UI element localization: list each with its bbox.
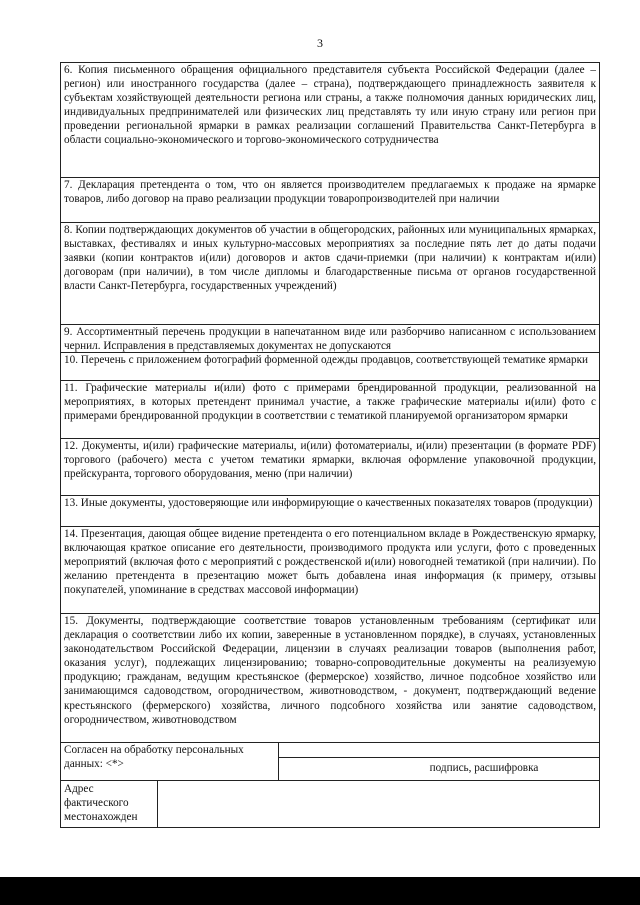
documents-table [60, 62, 600, 828]
address-row [61, 781, 599, 827]
document-row-13: 13. Иные документы, удостоверяющие или информирующие о качественных показателях товаров (продукции) [61, 496, 599, 527]
scan-edge-bar [0, 877, 640, 905]
signature-line [279, 757, 599, 758]
document-row-15: 15. Документы, подтверждающие соответствие товаров установленным требованиям (сертификат или декларация о соответствии либо их копии, заверенные в установленном порядке), в случаях, установленных законодательством Российской Федерации, лицензии в случаях реализации товаров (выполнения работ, оказания услуг), подлежащих лицензированию; товарно-сопроводительные документы на реализуемую продукцию; гражданам, ведущим крестьянское (фермерское) хозяйство, личное подсобное хозяйство или занимающимся садоводством, огородничеством, животноводством, - документ, подтверждающий ведение крестьянского (фермерского) хозяйства, личного подсобного хозяйства или занятие садоводством, огородничеством, животноводством [61, 614, 599, 743]
document-row-8: 8. Копии подтверждающих документов об участии в общегородских, районных или муниципальных ярмарках, выставках, фестивалях и иных культурно-массовых мероприятиях за последние пять лет до даты подачи заявки (копии контрактов и(или) договоров и актов сдачи-приемки (при наличии) к контрактам и(или) договорам (при наличии), в том числе дипломы и благодарственные письма от органов государственной власти Санкт-Петербурга, государственных учреждений) [61, 223, 599, 325]
document-row-6: 6. Копия письменного обращения официального представителя субъекта Российской Федерации (далее – регион) или иностранного государства (далее – страна), подтверждающего принадлежность заявителя к субъектам хозяйствующей деятельности региона или страны, а также полномочия данных юридических лиц, индивидуальных предпринимателей или физических лиц представлять ту или иную страну или регион при проведении региональной ярмарки в рамках реализации соглашений Правительства Санкт-Петербурга в области социально-экономического и торгово-экономического сотрудничества [61, 63, 599, 178]
address-label: Адрес фактического местонахожден [61, 781, 158, 827]
page-number: 3 [317, 36, 323, 50]
document-row-10: 10. Перечень с приложением фотографий форменной одежды продавцов, соответствующей тематике ярмарки [61, 353, 599, 381]
document-row-9: 9. Ассортиментный перечень продукции в напечатанном виде или разборчиво написанном с использованием чернил. Исправления в представляемых документах не допускаются [61, 325, 599, 353]
signature-caption: подпись, расшифровка [429, 762, 539, 774]
signature-field[interactable] [279, 743, 599, 780]
address-field[interactable] [158, 781, 599, 827]
consent-row [61, 743, 599, 781]
document-row-14: 14. Презентация, дающая общее видение претендента о его потенциальном вкладе в Рождественскую ярмарку, включающая краткое описание его деятельности, производимого продукта или услуги, фото с проведенных мероприятий (включая фото с мероприятий с рождественской и(или) новогодней тематикой (при наличии). По желанию претендента в презентацию может быть добавлена иная информация (к примеру, отзывы покупателей, упоминание в средствах массовой информации) [61, 527, 599, 614]
document-row-11: 11. Графические материалы и(или) фото с примерами брендированной продукции, реализованной на мероприятиях, в которых претендент принимал участие, а также графические материалы и(или) фото с примерами брендированной продукции в соответствии с тематикой планируемой организатором ярмарки [61, 381, 599, 439]
document-row-7: 7. Декларация претендента о том, что он является производителем предлагаемых к продаже на ярмарке товаров, либо договор на право реализации продукции товаропроизводителей при наличии [61, 178, 599, 223]
consent-label: Согласен на обработку персональных данных: <*> [61, 743, 279, 780]
document-row-12: 12. Документы, и(или) графические материалы, и(или) фотоматериалы, и(или) презентации (в формате PDF) торгового (рабочего) места с учетом тематики ярмарки, включая оформление упаковочной продукции, прейскуранта, торгового оборудования, меню (при наличии) [61, 439, 599, 496]
